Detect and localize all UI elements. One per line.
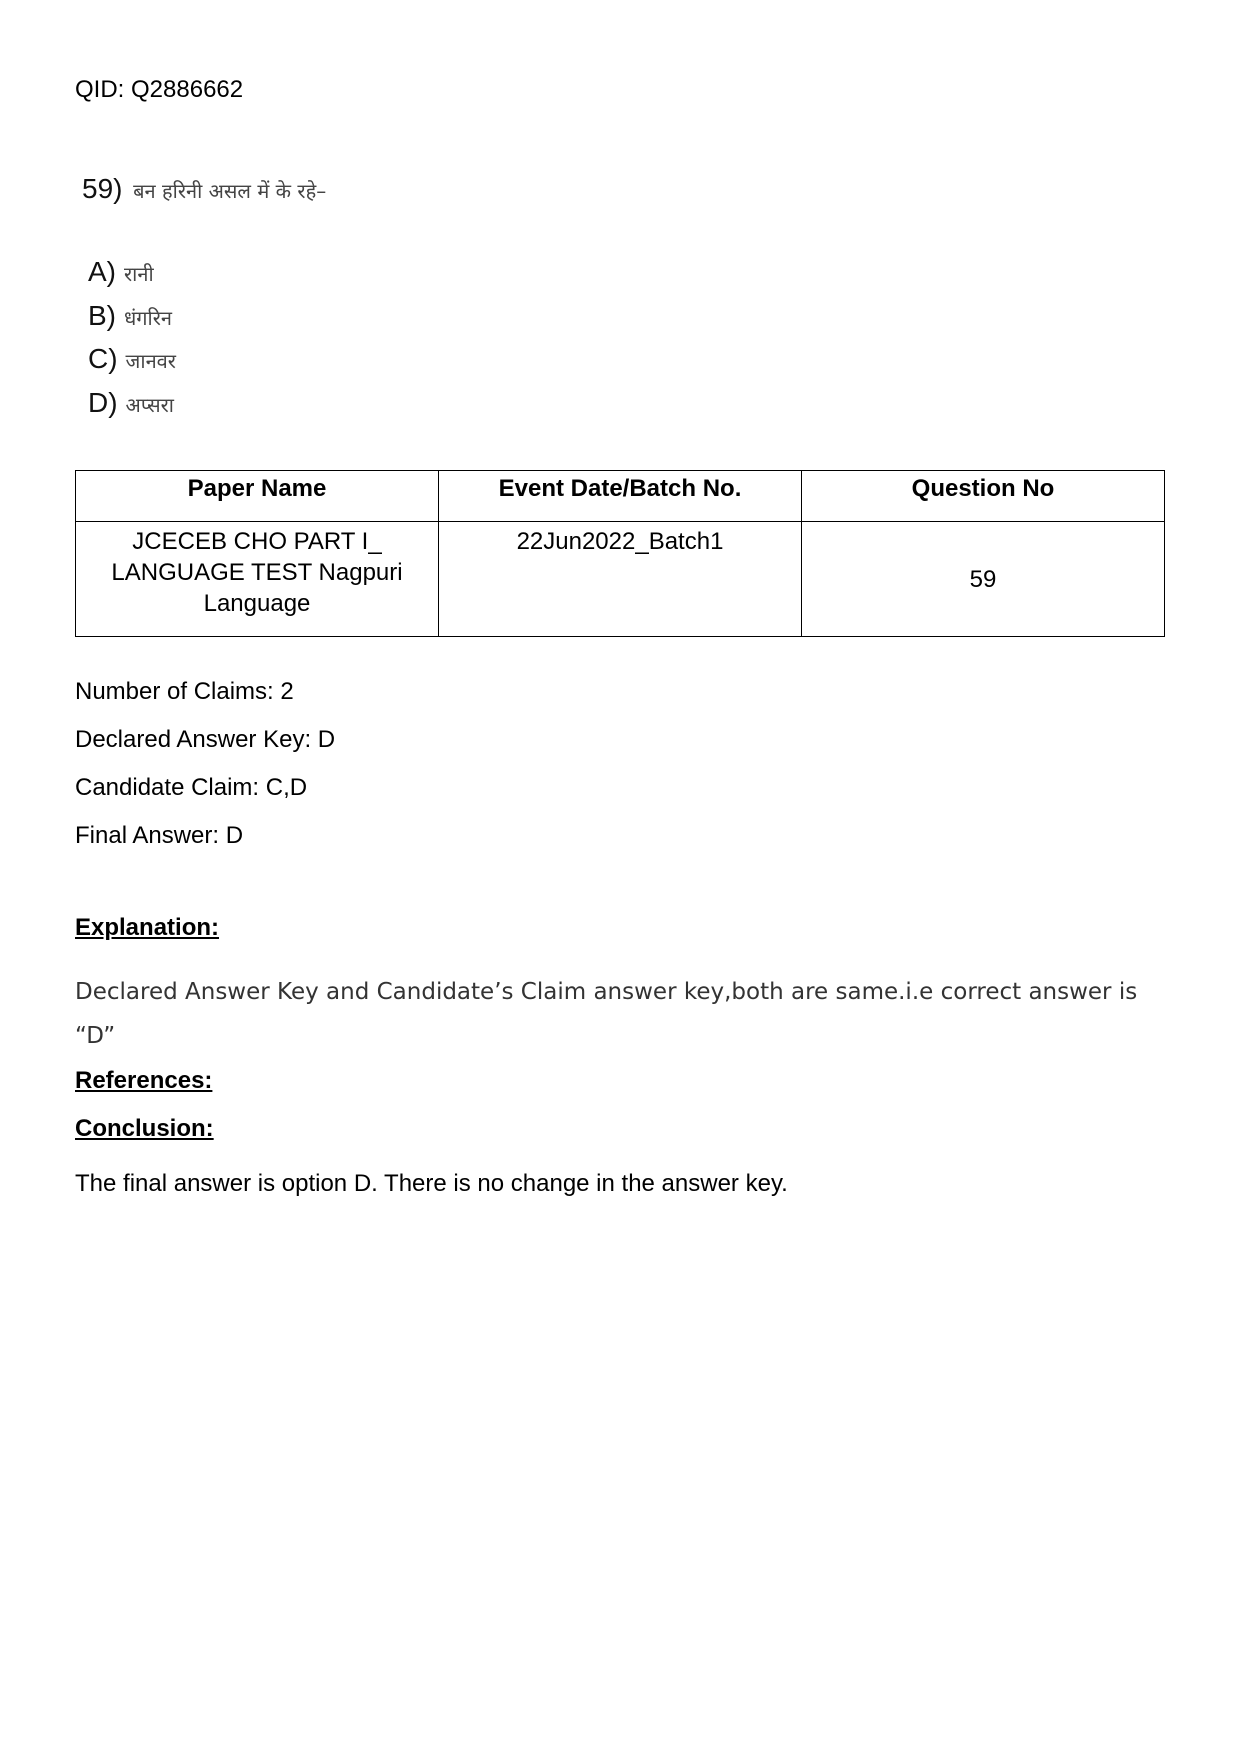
cell-event-date: 22Jun2022_Batch1 [439,522,802,637]
number-of-claims: Number of Claims: 2 [75,678,294,705]
header-question-no: Question No [802,471,1165,522]
option-a [88,252,176,296]
option-label: C) [88,343,118,374]
declared-answer-key: Declared Answer Key: D [75,726,336,753]
option-label: D) [88,386,118,418]
option-b [88,296,176,340]
paper-name-line: JCECEB CHO PART I_ [132,528,382,555]
paper-name-line: LANGUAGE TEST Nagpuri [111,559,403,586]
references-heading: References: [75,1067,213,1094]
final-answer: Final Answer: D [75,822,244,849]
header-paper-name: Paper Name [76,471,439,522]
explanation-heading: Explanation: [75,914,220,941]
table-row [76,522,1165,637]
question-text: बन हरिनी असल में के रहे– [133,179,327,203]
cell-paper-name [76,522,439,637]
option-text: रानी [124,262,154,286]
question [82,174,326,206]
paper-name-line: Language [203,590,311,617]
claim-facts [75,678,335,870]
option-label: A) [88,256,116,287]
table-header-row [76,471,1165,522]
option-c [88,339,176,383]
header-event-date: Event Date/Batch No. [439,471,802,522]
option-d [88,383,176,427]
answer-options [88,252,176,426]
option-text: धंगरिन [124,305,173,330]
option-text: अप्सरा [125,392,174,417]
paper-info-table [75,470,1165,637]
question-number: 59) [82,173,123,204]
candidate-claim: Candidate Claim: C,D [75,774,308,801]
conclusion-heading: Conclusion: [75,1115,214,1142]
option-text: जानवर [125,349,176,373]
cell-question-no: 59 [802,522,1165,637]
explanation-text: Declared Answer Key and Candidate’s Claim answer key,both are same.i.e correct answer is “D” [75,979,1138,1049]
question-id: QID: Q2886662 [75,76,244,103]
option-label: B) [88,299,116,331]
conclusion-text: The final answer is option D. There is no change in the answer key. [75,1170,788,1197]
